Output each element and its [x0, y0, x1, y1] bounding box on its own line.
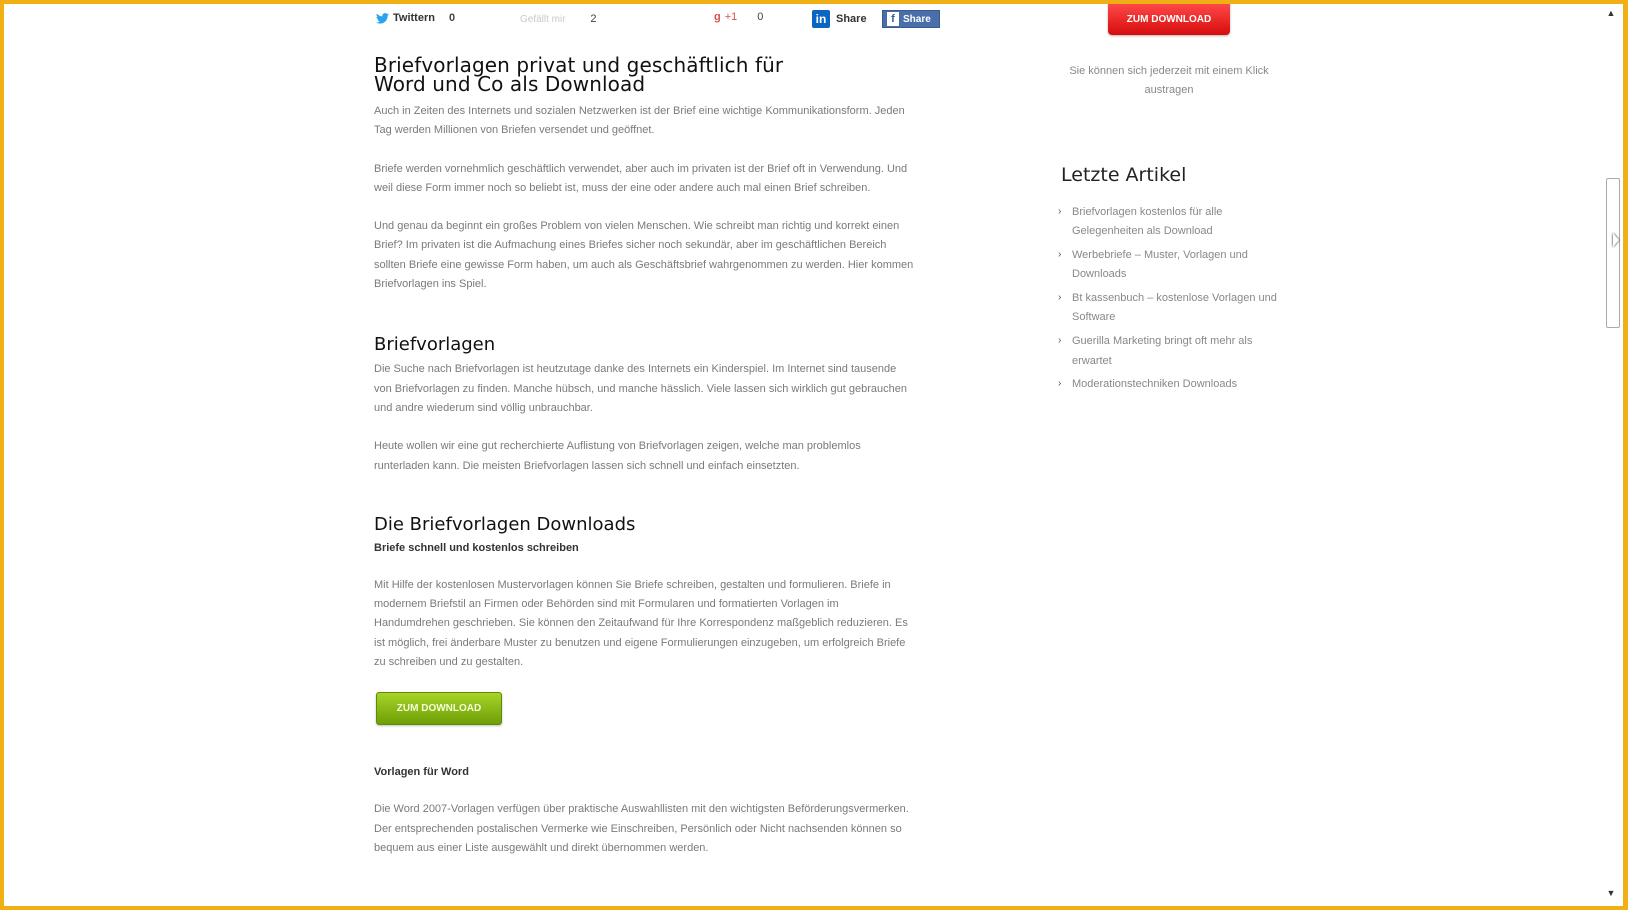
top-download-button[interactable]: ZUM DOWNLOAD — [1108, 3, 1230, 35]
like-share[interactable] — [520, 13, 596, 25]
recent-article-link[interactable]: Moderationstechniken Downloads — [1072, 378, 1238, 391]
intro-paragraph-1: Auch in Zeiten des Internets und sozialen Netzwerken ist der Brief eine wichtige Kommunikationsform. Jeden Tag werden Millionen von Briefen versendet und geöffnet. — [374, 105, 905, 137]
chevron-right-icon: › — [1058, 206, 1062, 217]
recent-article-link[interactable]: Guerilla Marketing bringt oft mehr als erwartet — [1072, 335, 1253, 367]
download-button[interactable]: ZUM DOWNLOAD — [376, 692, 502, 725]
section-heading-briefvorlagen: Briefvorlagen — [374, 334, 496, 356]
subheading-kostenlos: Briefe schnell und kostenlos schreiben — [374, 541, 579, 554]
twitter-label: Twittern — [393, 12, 435, 24]
mouse-cursor-icon — [1613, 233, 1619, 247]
subheading-word: Vorlagen für Word — [374, 766, 469, 779]
article — [374, 53, 914, 858]
section-paragraph-2: Heute wollen wir eine gut recherchierte Auflistung von Briefvorlagen zeigen, welche man problemlos runterladen kann. Die meisten Briefvorlagen lassen sich schnell und einfach einsetzten. — [374, 440, 861, 472]
chevron-right-icon: › — [1058, 292, 1062, 304]
google-plus-icon: g — [714, 11, 721, 23]
recent-articles-list — [1058, 203, 1288, 399]
recent-article-link[interactable]: Bt kassenbuch – kostenlose Vorlagen und Software — [1072, 292, 1277, 324]
google-plus-share[interactable] — [714, 11, 763, 23]
like-count: 2 — [590, 13, 597, 25]
twitter-bird-icon — [376, 13, 389, 24]
facebook-label: Share — [903, 13, 931, 25]
recent-article-link[interactable]: Briefvorlagen kostenlos für alle Gelegenheiten als Download — [1072, 206, 1223, 238]
scroll-down-icon[interactable]: ▼ — [1606, 888, 1616, 898]
scroll-up-icon[interactable]: ▲ — [1606, 8, 1616, 18]
twitter-share[interactable] — [376, 12, 455, 24]
scrollbar-thumb[interactable] — [1606, 178, 1620, 328]
linkedin-label: Share — [836, 13, 867, 25]
list-item[interactable] — [1058, 203, 1288, 242]
google-plus-label: +1 — [724, 11, 738, 23]
newsletter-note: Sie können sich jederzeit mit einem Klick austragen — [1069, 65, 1269, 96]
linkedin-icon: in — [812, 10, 830, 28]
intro-paragraph-3: Und genau da beginnt ein großes Problem von vielen Menschen. Wie schreibt man richtig und korrekt einen Brief? Im privaten ist die Aufmachung eines Briefes sicher noch sekundär, aber im geschäftlichen Bereich sollten Briefe eine gewisse Form haben, um auch als Geschäftsbrief wahrgenommen zu werden. Hier kommen Briefvorlagen ins Spiel. — [374, 220, 914, 291]
list-item[interactable] — [1058, 246, 1288, 285]
section-paragraph-1: Die Suche nach Briefvorlagen ist heutzutage danke des Internets ein Kinderspiel. Im Internet sind tausende von Briefvorlagen zu finden. Manche hübsch, und manche hässlich. Viele lassen sich wirklich gut gebrauchen und andre wiederum sind völlig unbrauchbar. — [374, 363, 907, 414]
sidebar-title: Letzte Artikel — [1061, 164, 1187, 186]
twitter-count: 0 — [448, 12, 456, 24]
page-title-line2: Word und Co als Download — [374, 72, 646, 96]
section-heading-downloads: Die Briefvorlagen Downloads — [374, 513, 636, 535]
list-item[interactable] — [1058, 375, 1288, 394]
intro-paragraph-2: Briefe werden vornehmlich geschäftlich verwendet, aber auch im privaten ist der Brief oft in Verwendung. Und weil diese Form immer noch so beliebt ist, muss der eine oder andere auch mal einen Brief schreiben. — [374, 162, 908, 194]
chevron-right-icon: › — [1058, 378, 1062, 390]
page-title — [374, 53, 914, 96]
like-label: Gefällt mir — [520, 14, 566, 25]
word-paragraph: Die Word 2007-Vorlagen verfügen über praktische Auswahllisten mit den wichtigsten Beförderungsvermerken. Der entsprechenden postalischen Vermerke wie Einschreiben, Persönlich oder Nicht nachsenden können so bequem aus einer Liste ausgewählt und direkt übernommen werden. — [374, 803, 909, 854]
linkedin-share-button[interactable] — [812, 10, 867, 28]
google-plus-count: 0 — [757, 11, 764, 23]
page-title-line1: Briefvorlagen privat und geschäftlich für — [374, 53, 784, 77]
facebook-share-button[interactable] — [882, 10, 940, 28]
list-item[interactable] — [1058, 332, 1288, 371]
recent-article-link[interactable]: Werbebriefe – Muster, Vorlagen und Downloads — [1072, 249, 1248, 281]
chevron-right-icon: › — [1058, 249, 1062, 261]
facebook-icon: f — [887, 12, 899, 26]
list-item[interactable] — [1058, 289, 1288, 328]
chevron-right-icon: › — [1058, 335, 1062, 347]
downloads-paragraph: Mit Hilfe der kostenlosen Mustervorlagen können Sie Briefe schreiben, gestalten und formulieren. Briefe in modernem Briefstil an Firmen oder Behörden sind mit Formularen und formatierten Vorlagen im Handumdrehen geschrieben. Sie können den Zeitaufwand für Ihre Korrespondenz maßgeblich reduzieren. Es ist möglich, frei änderbare Muster zu benutzen und eigene Formulierungen einzugeben, um erfolgreich Briefe zu schreiben und zu gestalten. — [374, 578, 908, 669]
